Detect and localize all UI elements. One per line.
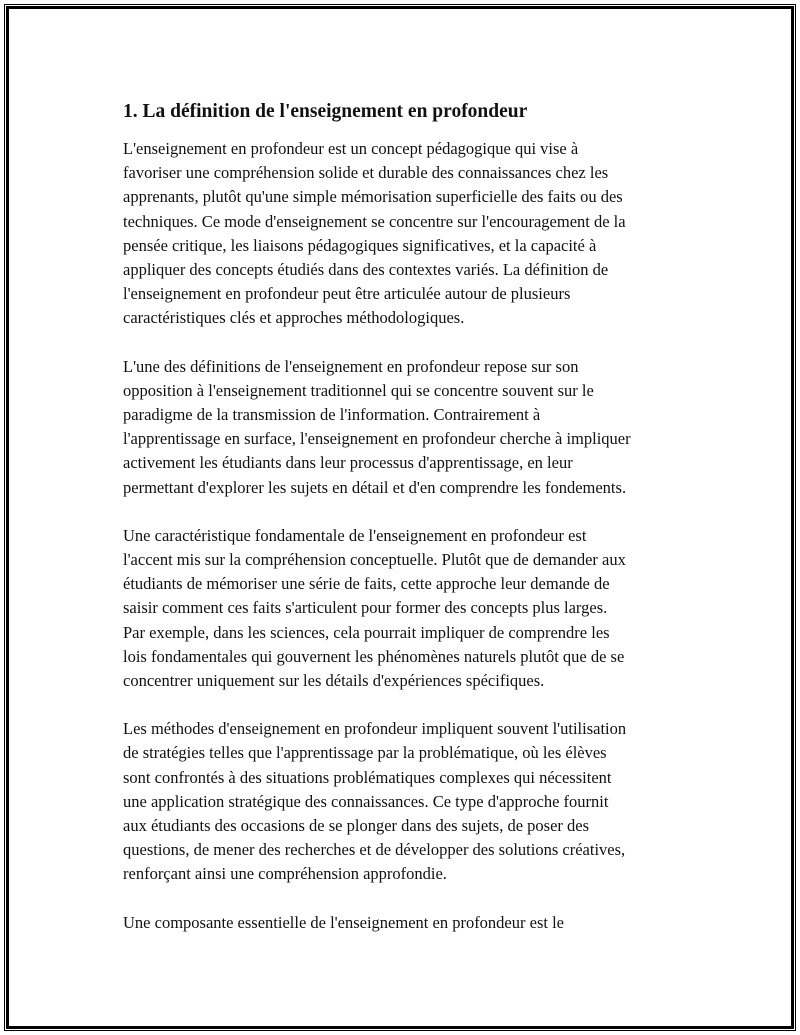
text-line: paradigme de la transmission de l'information. Contrairement à [123, 405, 541, 425]
text-line: Les méthodes d'enseignement en profondeur impliquent souvent l'utilisation [123, 719, 627, 739]
text-line: activement les étudiants dans leur processus d'apprentissage, en leur [123, 453, 573, 473]
text-line: l'accent mis sur la compréhension conceptuelle. Plutôt que de demander aux [123, 550, 626, 570]
text-line: Une composante essentielle de l'enseignement en profondeur est le [123, 912, 564, 932]
text-line: l'enseignement en profondeur peut être articulée autour de plusieurs [123, 284, 571, 304]
paragraph [123, 911, 703, 935]
text-line: une application stratégique des connaissances. Ce type d'approche fournit [123, 791, 609, 811]
text-line: concentrer uniquement sur les détails d'expériences spécifiques. [123, 671, 545, 691]
page-frame [4, 4, 796, 1031]
text-line: saisir comment ces faits s'articulent pour former des concepts plus larges. [123, 598, 608, 618]
text-line: favoriser une compréhension solide et durable des connaissances chez les [123, 163, 609, 183]
text-line: Une caractéristique fondamentale de l'enseignement en profondeur est [123, 525, 587, 545]
text-line: de stratégies telles que l'apprentissage par la problématique, où les élèves [123, 743, 607, 763]
text-line: pensée critique, les liaisons pédagogiques significatives, et la capacité à [123, 235, 597, 255]
text-line: lois fondamentales qui gouvernent les phénomènes naturels plutôt que de se [123, 646, 625, 666]
text-line: permettant d'explorer les sujets en détail et d'en comprendre les fondements. [123, 477, 627, 497]
text-line: renforçant ainsi une compréhension approfondie. [123, 864, 447, 884]
text-line: questions, de mener des recherches et de développer des solutions créatives, [123, 840, 626, 860]
paragraph [123, 137, 703, 331]
paragraph [123, 524, 703, 693]
text-line: L'une des définitions de l'enseignement en profondeur repose sur son [123, 356, 579, 376]
document-body [123, 99, 703, 959]
text-line: appliquer des concepts étudiés dans des contextes variés. La définition de [123, 260, 609, 280]
text-line: sont confrontés à des situations problématiques complexes qui nécessitent [123, 767, 612, 787]
section-heading: 1. La définition de l'enseignement en profondeur [123, 101, 528, 122]
text-line: aux étudiants des occasions de se plonger dans des sujets, de poser des [123, 816, 590, 836]
text-line: L'enseignement en profondeur est un concept pédagogique qui vise à [123, 139, 579, 158]
text-line: l'apprentissage en surface, l'enseignement en profondeur cherche à impliquer [123, 429, 631, 449]
paragraph [123, 717, 703, 886]
text-line: caractéristiques clés et approches méthodologiques. [123, 308, 465, 328]
text-line: opposition à l'enseignement traditionnel qui se concentre souvent sur le [123, 380, 594, 400]
text-line: Par exemple, dans les sciences, cela pourrait impliquer de comprendre les [123, 622, 610, 642]
paragraph [123, 355, 703, 500]
text-line: techniques. Ce mode d'enseignement se concentre sur l'encouragement de la [123, 211, 626, 231]
text-line: apprenants, plutôt qu'une simple mémorisation superficielle des faits ou des [123, 187, 623, 207]
text-line: étudiants de mémoriser une série de faits, cette approche leur demande de [123, 574, 610, 594]
